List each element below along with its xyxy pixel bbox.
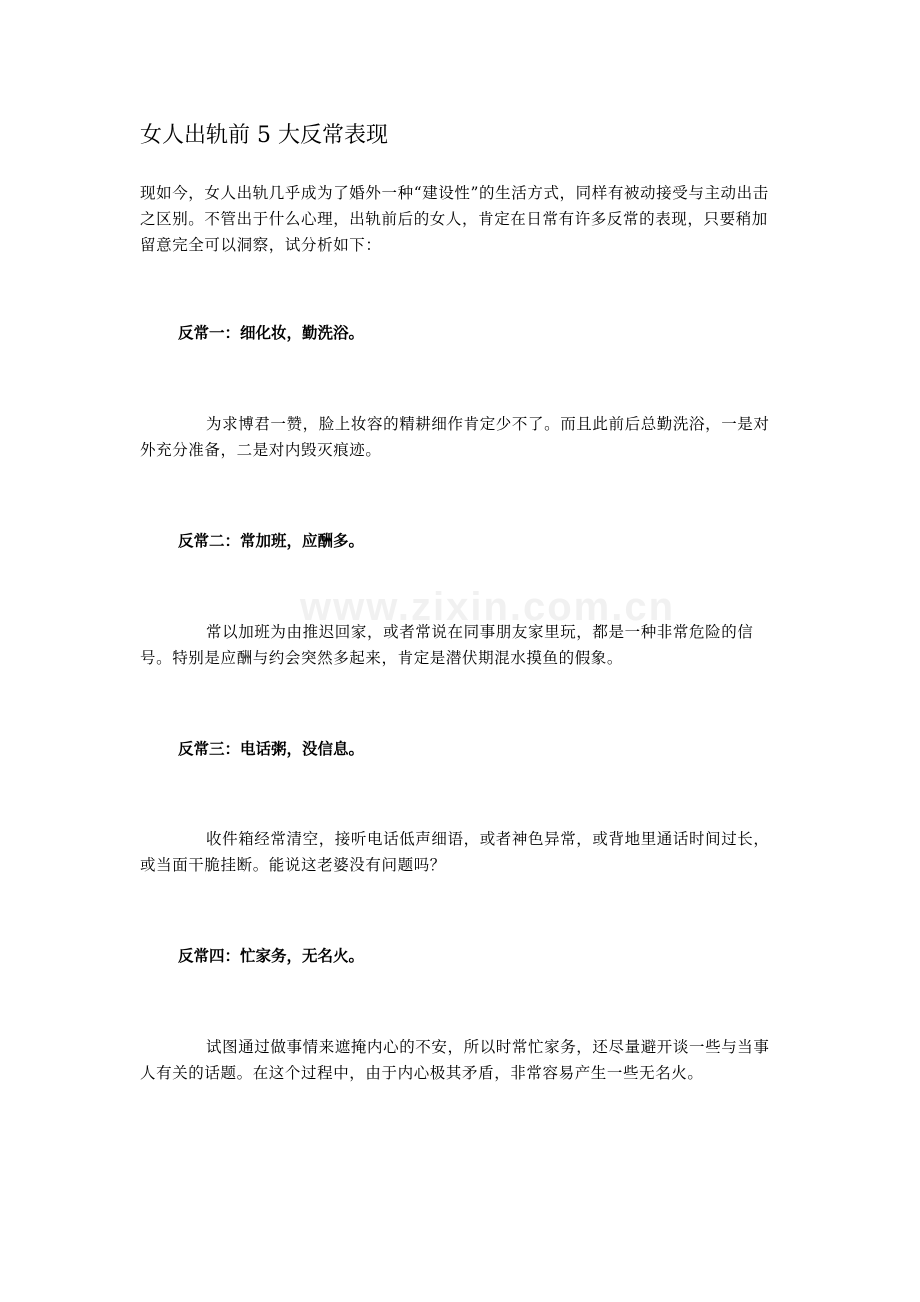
- section-heading-2: 反常二：常加班，应酬多。: [178, 531, 365, 550]
- watermark: www.zixin.com.cn: [300, 585, 676, 629]
- section-body-1: 为求博君一赞，脸上妆容的精耕细作肯定少不了。而且此前后总勤洗浴，一是对外充分准备，二是对内毁灭痕迹。: [140, 415, 770, 459]
- document-title: 女人出轨前 5 大反常表现: [140, 123, 388, 148]
- section-body-4: 试图通过做事情来遮掩内心的不安，所以时常忙家务，还尽量避开谈一些与当事人有关的话题。在这个过程中，由于内心极其矛盾，非常容易产生一些无名火。: [140, 1038, 770, 1082]
- section-body-2: 常以加班为由推迟回家，或者常说在同事朋友家里玩，都是一种非常危险的信号。特别是应酬与约会突然多起来，肯定是潜伏期混水摸鱼的假象。: [140, 623, 754, 667]
- intro-paragraph: 现如今，女人出轨几乎成为了婚外一种“建设性”的生活方式，同样有被动接受与主动出击之区别。不管出于什么心理，出轨前后的女人，肯定在日常有许多反常的表现，只要稍加留意完全可以洞察，试分析如下：: [140, 184, 769, 254]
- section-heading-3: 反常三：电话粥，没信息。: [178, 739, 365, 758]
- section-body-3: 收件箱经常清空，接听电话低声细语，或者神色异常，或背地里通话时间过长，或当面干脆挂断。能说这老婆没有问题吗？: [140, 830, 770, 874]
- section-heading-4: 反常四：忙家务，无名火。: [178, 946, 365, 965]
- section-heading-1: 反常一：细化妆，勤洗浴。: [178, 323, 365, 342]
